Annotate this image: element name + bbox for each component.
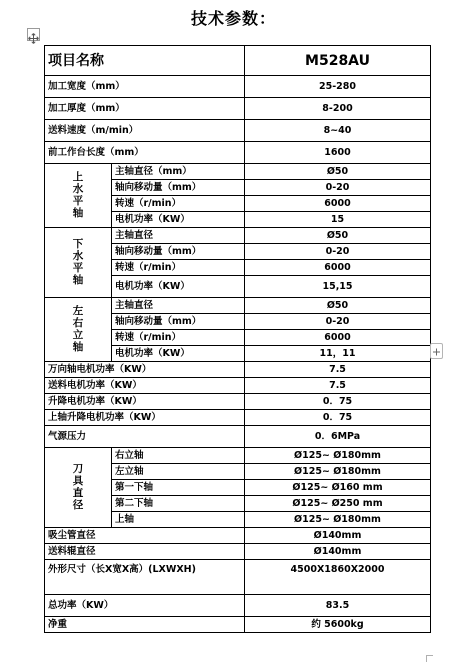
row-value: 11，11	[245, 346, 431, 362]
row-value: 0．6MPa	[245, 426, 431, 448]
header-model-cell: M528AU	[245, 46, 431, 76]
table-move-handle[interactable]	[27, 28, 40, 41]
spec-table	[44, 45, 431, 633]
row-value: 6000	[245, 330, 431, 346]
row-value: Ø125~ Ø180mm	[245, 512, 431, 528]
plus-icon	[431, 345, 442, 359]
table-row	[45, 378, 431, 394]
row-value: Ø125~ Ø180mm	[245, 464, 431, 480]
add-row-button[interactable]	[430, 343, 443, 359]
row-label: 轴向移动量（mm）	[112, 314, 245, 330]
row-value: Ø125~ Ø250 mm	[245, 496, 431, 512]
group-left-right-vertical-axis	[45, 298, 112, 362]
group-lower-horizontal-axis	[45, 228, 112, 298]
move-icon	[28, 33, 39, 44]
row-label: 上轴升降电机功率（KW）	[45, 410, 245, 426]
table-row	[45, 617, 431, 633]
row-value: Ø50	[245, 164, 431, 180]
row-value: Ø50	[245, 298, 431, 314]
row-label: 送料辊直径	[45, 544, 245, 560]
table-row	[45, 595, 431, 617]
row-value: 0．75	[245, 410, 431, 426]
row-label: 电机功率（KW）	[112, 212, 245, 228]
table-row	[45, 544, 431, 560]
row-label: 转速（r/min）	[112, 330, 245, 346]
table-row	[45, 426, 431, 448]
row-label: 轴向移动量（mm）	[112, 244, 245, 260]
row-label: 总功率（KW）	[45, 595, 245, 617]
table-row	[45, 98, 431, 120]
table-row	[45, 528, 431, 544]
row-label: 加工厚度（mm）	[45, 98, 245, 120]
group-label: 下水平轴	[72, 237, 84, 286]
row-value: 1600	[245, 142, 431, 164]
row-label: 主轴直径（mm）	[112, 164, 245, 180]
row-label: 升降电机功率（KW）	[45, 394, 245, 410]
row-value: Ø125~ Ø160 mm	[245, 480, 431, 496]
row-value: 7.5	[245, 378, 431, 394]
table-row	[45, 560, 431, 595]
row-label: 外形尺寸（长X宽X高）(LXWXH)	[45, 560, 245, 595]
row-label: 前工作台长度（mm）	[45, 142, 245, 164]
table-row	[45, 298, 431, 314]
table-row	[45, 410, 431, 426]
table-header-row	[45, 46, 431, 76]
row-value: Ø140mm	[245, 544, 431, 560]
row-value: 7.5	[245, 362, 431, 378]
table-row	[45, 228, 431, 244]
table-row	[45, 448, 431, 464]
row-label: 第二下轴	[112, 496, 245, 512]
row-value: 15,15	[245, 276, 431, 298]
row-value: 15	[245, 212, 431, 228]
row-value: 0-20	[245, 180, 431, 196]
row-label: 轴向移动量（mm）	[112, 180, 245, 196]
row-value: 25-280	[245, 76, 431, 98]
table-row	[45, 142, 431, 164]
row-label: 转速（r/min）	[112, 196, 245, 212]
header-name-cell: 项目名称	[45, 46, 245, 76]
row-value: 8~40	[245, 120, 431, 142]
row-value: Ø50	[245, 228, 431, 244]
row-label: 送料电机功率（KW）	[45, 378, 245, 394]
row-value: 6000	[245, 260, 431, 276]
group-label: 上水平轴	[72, 170, 84, 219]
table-row	[45, 76, 431, 98]
row-value: 8-200	[245, 98, 431, 120]
row-value: 0．75	[245, 394, 431, 410]
row-value: 83.5	[245, 595, 431, 617]
row-label: 第一下轴	[112, 480, 245, 496]
row-label: 电机功率（KW）	[112, 346, 245, 362]
group-label: 左右立轴	[72, 304, 84, 353]
table-row	[45, 394, 431, 410]
table-row	[45, 164, 431, 180]
row-label: 左立轴	[112, 464, 245, 480]
row-label: 加工宽度（mm）	[45, 76, 245, 98]
row-label: 主轴直径	[112, 228, 245, 244]
row-value: 4500X1860X2000	[245, 560, 431, 595]
row-label: 主轴直径	[112, 298, 245, 314]
row-value: 0-20	[245, 244, 431, 260]
group-label: 刀具直径	[72, 462, 84, 511]
group-upper-horizontal-axis	[45, 164, 112, 228]
row-label: 气源压力	[45, 426, 245, 448]
row-value: 6000	[245, 196, 431, 212]
row-label: 万向轴电机功率（KW）	[45, 362, 245, 378]
page-corner-mark	[426, 655, 433, 662]
table-row	[45, 362, 431, 378]
group-tool-diameter	[45, 448, 112, 528]
table-row	[45, 120, 431, 142]
row-label: 送料速度（m/min）	[45, 120, 245, 142]
row-label: 转速（r/min）	[112, 260, 245, 276]
row-value: Ø125~ Ø180mm	[245, 448, 431, 464]
row-label: 电机功率（KW）	[112, 276, 245, 298]
row-label: 净重	[45, 617, 245, 633]
row-label: 上轴	[112, 512, 245, 528]
row-label: 右立轴	[112, 448, 245, 464]
row-value: 约 5600kg	[245, 617, 431, 633]
row-value: Ø140mm	[245, 528, 431, 544]
row-label: 吸尘管直径	[45, 528, 245, 544]
page-title: 技术参数：	[190, 9, 276, 28]
row-value: 0-20	[245, 314, 431, 330]
